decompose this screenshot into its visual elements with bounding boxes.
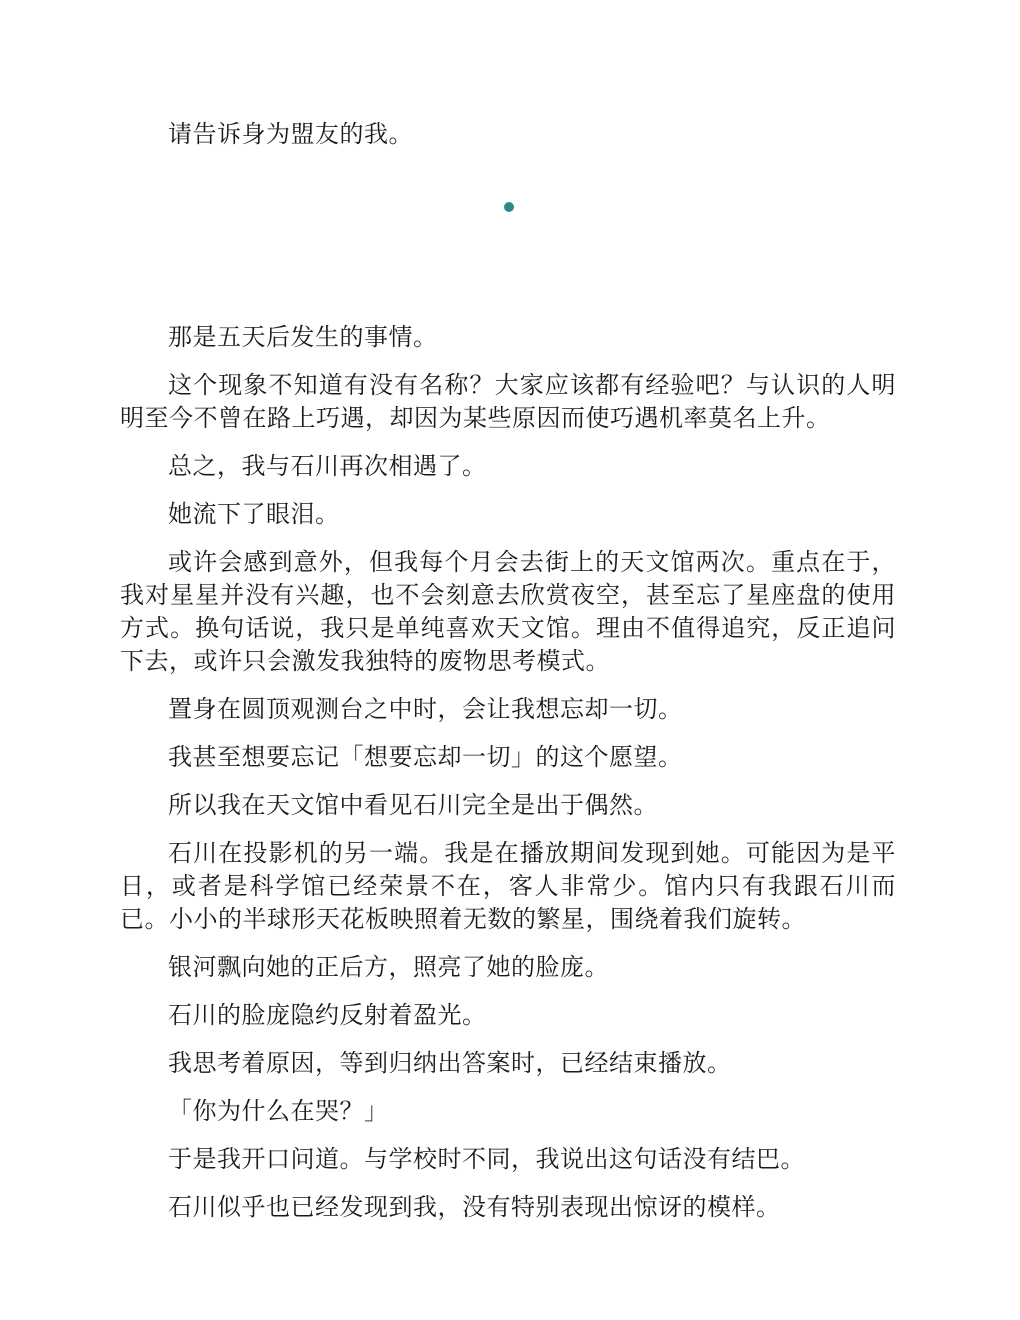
paragraph: 银河飘向她的正后方，照亮了她的脸庞。	[168, 953, 609, 981]
paragraph: 石川的脸庞隐约反射着盈光。	[168, 1001, 487, 1029]
page-body	[120, 118, 896, 1239]
paragraph: 置身在圆顶观测台之中时，会让我想忘却一切。	[168, 695, 683, 723]
paragraph: 我思考着原因，等到归纳出答案时，已经结束播放。	[168, 1049, 732, 1077]
paragraph: 或许会感到意外，但我每个月会去街上的天文馆两次。重点在于，我对星星并没有兴趣，也不会刻意去欣赏夜空，甚至忘了星座盘的使用方式。换句话说，我只是单纯喜欢天文馆。理由不值得追究，反正追问下去，或许只会激发我独特的废物思考模式。	[120, 548, 896, 675]
paragraph: 石川似乎也已经发现到我，没有特别表现出惊讶的模样。	[168, 1193, 781, 1221]
paragraph: 那是五天后发生的事情。	[168, 323, 438, 351]
paragraph: 「你为什么在哭？」	[168, 1097, 389, 1125]
paragraph: 我甚至想要忘记「想要忘却一切」的这个愿望。	[168, 743, 683, 771]
paragraph: 这个现象不知道有没有名称？大家应该都有经验吧？与认识的人明明至今不曾在路上巧遇，却因为某些原因而使巧遇机率莫名上升。	[120, 371, 896, 432]
paragraph: 请告诉身为盟友的我。	[168, 120, 413, 148]
paragraph: 所以我在天文馆中看见石川完全是出于偶然。	[168, 791, 658, 819]
paragraph: 总之，我与石川再次相遇了。	[168, 452, 487, 480]
section-divider	[120, 166, 896, 321]
paragraph: 石川在投影机的另一端。我是在播放期间发现到她。可能因为是平日，或者是科学馆已经荣景不在，客人非常少。馆内只有我跟石川而已。小小的半球形天花板映照着无数的繁星，围绕着我们旋转。	[120, 839, 896, 933]
paragraph: 她流下了眼泪。	[168, 500, 340, 528]
section-break-dot-icon	[504, 202, 514, 212]
paragraph: 于是我开口问道。与学校时不同，我说出这句话没有结巴。	[168, 1145, 805, 1173]
